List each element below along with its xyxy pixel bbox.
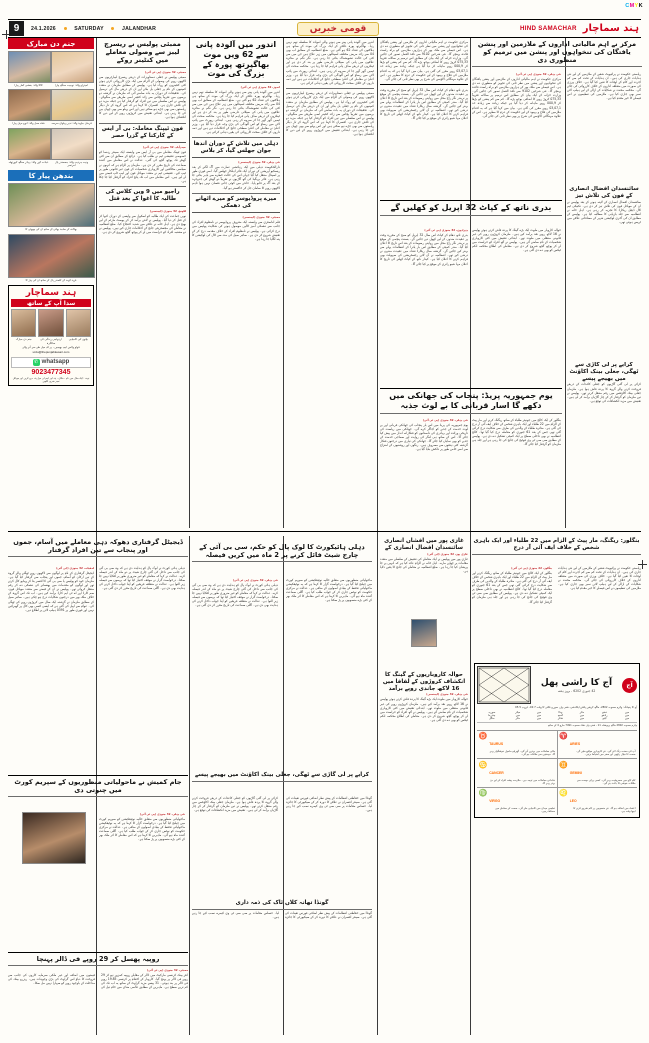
- headline-rule: [192, 212, 280, 213]
- masthead-brand: [520, 23, 641, 34]
- gemini-icon: ♊: [559, 761, 568, 769]
- column-6c: [567, 362, 641, 526]
- article[interactable]: [380, 88, 468, 121]
- cell: کمبھ: [557, 714, 563, 718]
- ad-photo-row: [11, 309, 91, 337]
- article-dateline: نئی دہلی، 23 جنوری (ایجنسی): [238, 160, 280, 165]
- zodiac-name: ARIES: [569, 742, 581, 747]
- cell: مین: [536, 717, 542, 721]
- horoscope-title: آج کا راشی پھل: [540, 677, 613, 688]
- article-body: ریاستی حکومت نے پرائیویٹ شعبے کے ملازمین کے لیے نئی ہدایات جاری کی ہیں۔ ان ہدایات کے تحت کم سے کم اجرت اور کام کے اوقات کا تعین کیا گیا ہے۔ خلاف ورزی کی صورت میں متعلقہ اداروں کے خلاف کارروائی کی جائے گی۔ محکمہ محنت نے شکایات کے ازالے کے لیے ہیلپ لائن نمبر بھی جاری کیا ہے۔ ملازمین کی تنظیموں نے اس فیصلے کا خیر مقدم کیا ہے۔: [558, 566, 641, 591]
- article-headline: اندور میں آلودہ پانی سے 26 ویں موت بھاگیرتھ پورہ کے بزرگ کی موت: [195, 40, 277, 79]
- article-headline: میرے پروڈیوسر کو میرے اٹھانے کی دھمکی: [195, 196, 277, 209]
- ghazipur-article[interactable]: [380, 538, 468, 649]
- article-headline: غازی پور میں افشاں انصاری سائنسدان افضال انصاری کے: [384, 538, 464, 551]
- article-body: مرکزی حکومت نے اہم مالیاتی اداروں کے ملازمین اور پنشن یافتگان کی تنخواہوں اور پنشن میں نظر ثانی کی تجویز کو منظوری دے دی ہے۔ اس فیصلے سے ملک بھر کے ہزاروں ملازمین کو براہ راست فائدہ پہنچے گا۔ نئی شرحیں 2019 سے نافذ العمل تصور کی جائیں گی۔ وزارت خزانہ کے ایک بیان کے مطابق اس ترمیم پر سالانہ تقریباً 33,570 کروڑ روپے کا اضافی بوجھ پڑے گا۔ کم سے کم پنشن کو بڑھا کر 9,000 روپے ماہانہ کر دیا گیا ہے جبکہ زیادہ سے زیادہ حد 1,70,30 روپے مقرر کی گئی ہے۔ بیان میں کہا گیا ہے کہ یہ اقدام ملازمین کی فلاح و بہبود کے لیے حکومت کے عزم کا مظہر ہے۔ اس کے علاوہ مہنگائی الاؤنس کی شرح پر بھی نظر ثانی کی جائے گی۔: [380, 40, 468, 81]
- article[interactable]: [286, 40, 374, 85]
- zodiac-text: کام کاج میں مصروفیت رہے گی۔ کسی پرانے دوست سے ملاقات خوشی کا باعث بنے گی۔: [577, 778, 636, 785]
- zodiac-name: LEO: [569, 799, 577, 804]
- column-l9: [99, 812, 185, 942]
- headline-rule-top: [380, 388, 562, 389]
- article-headline: دہلی ہائیکورٹ کا لوک پال کو حکم، سی بی آئی کے چارج شیٹ فائل کرنے پر 2 ماہ میں کریں فیصلہ: [199, 543, 365, 560]
- article-headline: گونڈا تھانہ کلاں ٹاک کی ذمہ داری: [235, 900, 329, 906]
- article-body: حوالہ کاروبار میں ملوث ایک بڑے گینگ کا پردہ فاش کرتے ہوئے پولیس نے 61 لاکھ روپے نقد برآمد کیے ہیں۔ ملزمان کروڑوں روپے کی غیر قانونی منتقلی میں ملوث تھے۔ ابتدائی تفتیش میں کئی کاروباری شخصیات کے نام سامنے آئے ہیں۔ پولیس نے آٹھ افراد کو حراست میں لے کر پوچھ گچھ شروع کر دی ہے۔ معاملے کی اطلاع محکمہ انکم ٹیکس کو بھی دے دی گئی ہے۔: [472, 228, 561, 253]
- article-divider: [99, 123, 186, 124]
- article-body: غازی پور میں پولیس نے ایک معاملے کی تفتیش کے سلسلے میں متعدد مقامات پر چھاپے مارے۔ اہل خانہ نے الزام عائد کیا ہے کہ انہیں بے جا پریشان کیا جا رہا ہے۔ ضلع انتظامیہ نے معاملے کی جانچ کا یقین دلایا ہے۔: [380, 556, 468, 573]
- rupee-article[interactable]: [8, 952, 188, 989]
- headline-rule: [472, 554, 641, 555]
- taurus-icon: ♉: [478, 733, 488, 741]
- article-body: ممبئی پولیس نے جعلی دستاویزات کے ذریعے ریسرچ لیبارٹریوں سے لاکھوں روپے کی وصولی کے الزام میں ایک بڑی کارروائی کرتے ہوئے کئی کنٹینروں کو روک لیا ہے۔ پولیس کے مطابق ملزمان نے متعدد کمپنیوں کے نام پر جعلی بل بنائے اور ان کے ذریعے مال کی ترسیل کی۔ تحقیقات کے دوران یہ بات سامنے آئی کہ ملزمان نے گزشتہ دو برسوں میں تقریباً پچاس سے زائد کنٹینر اسی طریقے سے منگوائے۔ پولیس نے اس سلسلے میں تین افراد کو گرفتار کیا ہے جبکہ مزید دو کی تلاش جاری ہے۔ افسران کا کہنا ہے کہ اس گروہ کے تار دیگر ریاستوں سے بھی جڑے ہو سکتے ہیں اور اس پہلو سے بھی چھان بین کی جا رہی ہے۔ ابتدائی تفتیش میں کروڑوں روپے کے لین دین کا انکشاف ہوا ہے۔: [286, 91, 374, 137]
- article-body: بنگلور کے ایک کالج میں جونیئر طلباء کے ساتھ ریگنگ کرنے اور مار پیٹ کے الزام میں 22 طلباء اور ایک باہری شخص کے خلاف ایف آئی آر درج کی گئی ہے۔ متاثرہ طلباء کے والدین کی طرف سے شکایت درج کرائی گئی تھی جس کے بعد 16 جنوری کو معاملہ درج کیا گیا تھا۔ کالج انتظامیہ نے بھی داخلی سطح پر ایک کمیٹی تشکیل دے دی ہے۔ پولیس کے مطابق سی سی ٹی وی فوٹیج کی جانچ کی جا رہی ہے اور جلد ہی ملزمان کو گرفتار کیا جائے گا۔: [472, 418, 561, 447]
- article-headline: ڈیجیٹل گرفتاری دھوکہ دہی معاملے میں آسام، جموں اور پنجاب سے تین افراد گرفتار: [13, 538, 183, 555]
- article-headline: فون ٹیپنگ معاملہ: بی آر ایس کے کارکنا کے گزرا حصر: [101, 126, 184, 139]
- baby-photo: [51, 51, 94, 83]
- cell: مین: [536, 714, 542, 718]
- article[interactable]: [380, 40, 468, 81]
- whatsapp-icon: ✆: [34, 359, 39, 366]
- article-body: ڈیجیٹل گرفتاری کے نام پر لوگوں سے لاکھوں روپے ٹھگنے والے گروہ کے تین ارکان کو آسام، جموں اور پنجاب سے گرفتار کیا گیا ہے۔ ملزمان خود کو پولیس یا سی بی آئی کا افسر بتا کر ویڈیو کال کرتے تھے اور لوگوں کو مقدمات میں پھنسانے کی دھمکی دے کر رقم منتقل کرواتے تھے۔ پولیس نے ان کے قبضے سے متعدد موبائل فون، سم کارڈ اور اے ٹی ایم کارڈ برآمد کیے ہیں۔ اب تک اس گروہ کے خلاف ملک بھر میں درجنوں شکایات درج ہو چکی ہیں۔ سائبر سیل کے مطابق ملزمان نے گزشتہ ایک سال میں کروڑوں روپے کی ٹھگی کی۔ عوام سے اپیل کی گئی ہے کہ ایسی کسی بھی کال پر گھبرائیں نہیں اور فوری طور پر 1930 ہیلپ لائن پر اطلاع دیں۔: [8, 571, 94, 612]
- article-photo: [411, 619, 437, 647]
- column-l3: [192, 578, 278, 768]
- cmyk-k: K: [638, 3, 643, 9]
- virgo-icon: ♍: [478, 790, 488, 798]
- cell: دھنو: [602, 711, 607, 715]
- couple-caption: فرید کوٹ کے کلمندر پال کے ساتھ ان کی پیار کا: [25, 278, 77, 282]
- article-dateline: دہرادون، 23 جنوری (پی ٹی آئی): [424, 228, 468, 232]
- zodiac-row: [477, 787, 637, 816]
- article-body: بدری ناتھ دھام کے کپاٹ اس سال 23 اپریل کو صبح کے مقررہ وقت پر عقیدت مندوں کے لیے کھول دیے جائیں گے۔ بسنت پنچمی کے موقع پر نریندر نگر راج محل میں روایتی رسومات کے بعد اس تاریخ کا اعلان کیا گیا۔ مندر کمیٹی کے مطابق اس بار یاترا کے انتظامات پہلے سے بہتر کیے جائیں گے۔ گزشتہ سال ریکارڈ تعداد میں عقیدت مندوں نے درشن کیے تھے۔ انتظامیہ نے آن لائن رجسٹریشن کی سہولت بھی فراہم کرنے کا اعلان کیا ہے۔ کیدار ناتھ کے کپاٹ کھلنے کی تاریخ کا اعلان مہا شیو راتری کے موقع پر کیا جائے گا۔: [380, 233, 468, 266]
- article-body: دہلی ہائی کورٹ نے لوک پال کو ہدایت دی ہے کہ وہ سی بی آئی کی جانب سے داخل کی گئی چارج شیٹ پر دو ماہ کے اندر فیصلہ کرے۔ عدالت نے کہا کہ معاملے کو غیر ضروری طور پر لٹکایا نہیں جا سکتا۔ درخواست گزار نے موقف اختیار کیا تھا کہ برسوں سے فیصلہ زیر التوا ہے۔ عدالت نے متعلقہ فریقین کو اپنا جواب داخل کرنے کی ہدایت بھی دی ہے۔ اگلی سماعت کی تاریخ مقرر کر دی گئی ہے۔: [192, 583, 278, 608]
- column-l8: [286, 796, 372, 896]
- edition-date: [31, 26, 156, 32]
- couple-photo-item: [8, 234, 94, 282]
- article-headline: سائنسدان افضال انصاری کے فون کی تلاش تیز: [569, 186, 639, 199]
- column-5: [472, 72, 561, 182]
- headline-rule: [192, 82, 280, 83]
- baby-photo: [51, 89, 94, 121]
- article-dateline: لکھنؤ، 23 جنوری (ایجنسی): [149, 208, 186, 213]
- leo-icon: ♌: [559, 790, 568, 798]
- column-rule: [283, 38, 284, 528]
- zodiac-cell-gemini[interactable]: [557, 759, 638, 787]
- article-body: ریاستی حکومت نے پرائیویٹ شعبے کے ملازمین کے لیے نئی ہدایات جاری کی ہیں۔ ان ہدایات کے تحت کم سے کم اجرت اور کام کے اوقات کا تعین کیا گیا ہے۔ خلاف ورزی کی صورت میں متعلقہ اداروں کے خلاف کارروائی کی جائے گی۔ محکمہ محنت نے شکایات کے ازالے کے لیے ہیلپ لائن نمبر بھی جاری کیا ہے۔ ملازمین کی تنظیموں نے اس فیصلے کا خیر مقدم کیا ہے۔: [567, 72, 641, 101]
- article-dateline: ممبئی، 23 جنوری (پی ٹی آئی): [144, 69, 186, 74]
- cell: سوریہ: [488, 711, 496, 715]
- table-row: [477, 717, 637, 720]
- zodiac-cell-virgo[interactable]: [477, 788, 557, 816]
- gonda-article[interactable]: [192, 900, 372, 919]
- whatsapp-number[interactable]: 9023477345: [31, 368, 71, 376]
- article-body: نویں جماعت کی ایک طالبہ کو اسکول سے واپسی کے دوران اغوا کر کے قتل کر دیا گیا۔ پولیس نے لاش برآمد کر کے پوسٹ مارٹم کے لیے بھیج دی ہے۔ اہل خانہ نے علاقے میں شدید احتجاج کیا۔ ضلع انتظامیہ نے معاملے کی مجسٹریٹی جانچ کے احکامات جاری کیے ہیں۔ پولیس نے دو مشتبہ افراد کو حراست میں لے کر پوچھ گچھ شروع کر دی ہے۔: [99, 213, 186, 234]
- zodiac-name: TAURUS: [489, 742, 504, 747]
- rental-fraud-article[interactable]: [192, 772, 372, 783]
- zodiac-row: [477, 758, 637, 787]
- article-body: ماحولیاتی منظوریوں سے متعلق حالیہ نوٹیفکیشن کو سپریم کورٹ میں چیلنج کیا گیا ہے۔ درخواست گزار کا کہنا ہے کہ یہ نوٹیفکیشن ماحولیاتی تحفظ کے بنیادی اصولوں کے منافی ہے۔ عدالت نے مرکزی حکومت کو نوٹس جاری کر کے جواب طلب کیا ہے۔ اگلی سماعت آئندہ ماہ ہو گی۔ ماہرین کا کہنا ہے کہ اس معاملے کا اثر ملک بھر کے کئی بڑے منصوبوں پر پڑ سکتا ہے۔: [286, 578, 372, 603]
- baby-caption: ونیت ہردیپ والد: جسمندر پال امرتسر: [54, 160, 89, 168]
- article-body: بنگلور کے ایک کالج میں جونیئر طلباء کے ساتھ ریگنگ کرنے اور مار پیٹ کے الزام میں 22 طلباء اور ایک باہری شخص کے خلاف ایف آئی آر درج کی گئی ہے۔ متاثرہ طلباء کے والدین کی طرف سے شکایت درج کرائی گئی تھی جس کے بعد 16 جنوری کو معاملہ درج کیا گیا تھا۔ کالج انتظامیہ نے بھی داخلی سطح پر ایک کمیٹی تشکیل دے دی ہے۔ پولیس کے مطابق سی سی ٹی وی فوٹیج کی جانچ کی جا رہی ہے اور جلد ہی ملزمان کو گرفتار کیا جائے گا۔: [472, 571, 552, 604]
- panchang-table: [477, 711, 637, 720]
- article-dateline: بنگلور، 22 جنوری (پی ٹی آئی): [511, 566, 552, 570]
- article-headline: یوم جمہوریہ پریڈ: پنجاب کی جھانکی میں دکھے گا اسار قربانی کا بے لوث جذبہ: [389, 391, 553, 410]
- article-headline: کرایے پر لی گاڑی سے ٹھگی، جعلی بینک اکاؤنٹ میں بھیجے پیسے: [195, 772, 369, 778]
- article[interactable]: [192, 141, 280, 190]
- cmyk-m: M: [629, 3, 635, 9]
- column-l7: [192, 796, 278, 896]
- section-divider: [8, 531, 641, 532]
- birthday-photo-item: [51, 89, 92, 125]
- article[interactable]: [192, 196, 280, 241]
- article-body: دارالحکومت دہلی میں ایک رہائشی عمارت میں آگ لگنے کے بعد ریسکیو آپریشن کے دوران ایک فائر اہلکار جھلس گیا۔ اسے فوری طور پر اسپتال منتقل کیا گیا جہاں اس کی حالت خطرے سے باہر بتائی جا رہی ہے۔ فائر بریگیڈ کی آٹھ گاڑیوں نے تقریباً دو گھنٹے کی جدوجہد کے بعد آگ پر قابو پایا۔ حادثے میں کوئی جانی نقصان نہیں ہوا تاہم لاکھوں روپے کا سامان جل کر خاکستر ہو گیا۔: [192, 165, 280, 190]
- date-text: 24.1.2026: [31, 25, 56, 32]
- birthday-photo-item: [8, 51, 49, 87]
- article-headline: کرایے پر لی گاڑی سے ٹھگی، جعلی بینک اکاؤنٹ میں بھیجے پیسے: [569, 362, 639, 382]
- headline-rule: [380, 413, 562, 414]
- cmyk-marks: [625, 3, 643, 9]
- ad-note: فوٹو واٹس ایپ بھیجیں ، پر ای میل طے سے آنے والے: [22, 345, 80, 350]
- horoscope-header: [477, 666, 637, 704]
- zodiac-cell-taurus[interactable]: [477, 731, 557, 759]
- headline-rule: [8, 796, 188, 797]
- cell: مکر: [579, 711, 585, 715]
- couple-photo: [8, 183, 95, 227]
- republic-day-article[interactable]: [380, 388, 562, 413]
- house-ad[interactable]: [8, 285, 94, 386]
- column-6b: [567, 186, 641, 356]
- article-dateline: نئی دہلی، 23 جنوری (پی ٹی آئی): [515, 72, 561, 76]
- column-rule: [96, 38, 97, 1035]
- panchang-footer: وکرم سموت 2082 ماگھ پرویشٹہ 11 ، شنی وار، شک سموت 1947 مارچ 4 کے ساتھ: [477, 722, 637, 727]
- headline-rule: [8, 965, 188, 966]
- article-divider: [192, 137, 280, 138]
- section-title: قومی خبریں: [297, 22, 380, 36]
- ad-photo-caption: بچوں کی کامیابی: [68, 337, 88, 342]
- column-l2: [99, 566, 185, 766]
- article-headline: روپیہ پھسل کر 92 روپے فی ڈالر پہنچا: [36, 955, 160, 963]
- column-rule: [565, 38, 566, 528]
- article-headline: راجیو میں 9 ویں کلاس کی طالبہ کا اغوا کے بعد قتل: [105, 189, 180, 203]
- zodiac-cell-leo[interactable]: [557, 788, 638, 816]
- headline-rule: [192, 909, 372, 910]
- zodiac-text: اعتماد میں اضافہ ہو گا۔ نئے منصوبوں پر کام شروع کرنے کا اچھا وقت ہے۔: [573, 807, 636, 814]
- article-dateline: غازی پور، 23 جنوری (این آئی): [427, 551, 468, 556]
- birthday-photo-grid: [8, 51, 94, 167]
- horoscope-box: [474, 663, 640, 818]
- zodiac-row: [477, 730, 637, 759]
- article-dateline: اندور، 23 جنوری (پی ٹی آئی): [240, 84, 280, 89]
- cell: رادھو: [601, 714, 608, 718]
- article-body: دہلی ہائی کورٹ نے لوک پال کو ہدایت دی ہے کہ وہ سی بی آئی کی جانب سے داخل کی گئی چارج شیٹ پر دو ماہ کے اندر فیصلہ کرے۔ عدالت نے کہا کہ معاملے کو غیر ضروری طور پر لٹکایا نہیں جا سکتا۔ درخواست گزار نے موقف اختیار کیا تھا کہ برسوں سے فیصلہ زیر التوا ہے۔ عدالت نے متعلقہ فریقین کو اپنا جواب داخل کرنے کی ہدایت بھی دی ہے۔ اگلی سماعت کی تاریخ مقرر کر دی گئی ہے۔: [99, 566, 185, 591]
- ad-email[interactable]: urdu@thepunjabkesari.com: [32, 349, 70, 354]
- left-rail: [8, 38, 94, 386]
- zodiac-name: CANCER: [489, 770, 504, 775]
- couple-photo-item: [8, 183, 94, 231]
- article-body: بدری ناتھ دھام کے کپاٹ اس سال 23 اپریل کو صبح کے مقررہ وقت پر عقیدت مندوں کے لیے کھول دیے جائیں گے۔ بسنت پنچمی کے موقع پر نریندر نگر راج محل میں روایتی رسومات کے بعد اس تاریخ کا اعلان کیا گیا۔ مندر کمیٹی کے مطابق اس بار یاترا کے انتظامات پہلے سے بہتر کیے جائیں گے۔ گزشتہ سال ریکارڈ تعداد میں عقیدت مندوں نے درشن کیے تھے۔ انتظامیہ نے آن لائن رجسٹریشن کی سہولت بھی فراہم کرنے کا اعلان کیا ہے۔ کیدار ناتھ کے کپاٹ کھلنے کی تاریخ کا اعلان مہا شیو راتری کے موقع پر کیا جائے گا۔: [380, 87, 468, 121]
- article-photo: [22, 812, 86, 864]
- column-l1: [8, 566, 94, 766]
- article-body: ممبئی پولیس نے جعلی دستاویزات کے ذریعے ریسرچ لیبارٹریوں سے لاکھوں روپے کی وصولی کے الزام میں ایک بڑی کارروائی کرتے ہوئے کئی کنٹینروں کو روک لیا ہے۔ پولیس کے مطابق ملزمان نے متعدد کمپنیوں کے نام پر جعلی بل بنائے اور ان کے ذریعے مال کی ترسیل کی۔ تحقیقات کے دوران یہ بات سامنے آئی کہ ملزمان نے گزشتہ دو برسوں میں تقریباً پچاس سے زائد کنٹینر اسی طریقے سے منگوائے۔ پولیس نے اس سلسلے میں تین افراد کو گرفتار کیا ہے جبکہ مزید دو کی تلاش جاری ہے۔ افسران کا کہنا ہے کہ اس گروہ کے تار دیگر ریاستوں سے بھی جڑے ہو سکتے ہیں اور اس پہلو سے بھی چھان بین کی جا رہی ہے۔ ابتدائی تفتیش میں کروڑوں روپے کے لین دین کا انکشاف ہوا ہے۔: [99, 74, 186, 120]
- birthday-banner: جنم دن مبارک: [8, 38, 94, 49]
- aaj-badge: آج: [622, 678, 637, 693]
- column-l6: [558, 566, 641, 648]
- baby-photo: [8, 51, 51, 83]
- column-rule: [189, 38, 190, 528]
- whatsapp-label: whatsapp: [41, 359, 70, 366]
- column-l5: [472, 566, 552, 648]
- column-4b: [380, 228, 468, 378]
- day-text: SATURDAY: [74, 25, 104, 32]
- masthead: [8, 19, 641, 38]
- column-rule: [377, 38, 378, 1035]
- headline-rule-top: [8, 952, 188, 953]
- headline-rule: [192, 561, 372, 562]
- article-body: سائنسدان افضال انصاری کے لاپتہ ہونے کے بعد پولیس نے ان کے موبائل فون کی تلاش تیز کر دی ہے۔ تکنیکی ٹیم کال ڈیٹیل ریکارڈ کا تجزیہ کر رہی ہے۔ اہل خانہ نے انتظامیہ سے جلد بازیابی کا مطالبہ کیا ہے۔ پولیس کے مطابق ان کی آخری لوکیشن شہر کے مضافاتی علاقے میں ٹریس ہوئی تھی۔: [567, 199, 641, 225]
- baby-caption: عبادت کور والد: بہادر سنگھ کپورتھلہ: [8, 160, 49, 164]
- article-dateline: نئی دہلی، 23 جنوری (ایجنسی): [426, 692, 468, 697]
- article-body: گونڈا میں حفاظتی انتظامات کے پیش نظر اضافی فورس تعینات کی گئی ہے۔ سینئر افسران نے علاقے کا دورہ کر کے سیکیورٹی کا جائزہ لیا۔ حساس مقامات پر سی سی ٹی وی کیمرے نصب کیے جا رہے ہیں۔: [286, 796, 372, 813]
- article-body: فلم انڈسٹری سے وابستہ ایک معروف پروڈیوسر نے نامعلوم افراد کی جانب سے دھمکی آمیز کالیں موصول ہونے کی شکایت پولیس میں درج کرائی ہے۔ پولیس نے نامعلوم افراد کے خلاف مقدمہ درج کر کے تفتیش شروع کر دی ہے۔ سائبر سیل کی مدد سے کال کی لوکیشن کا پتہ لگایا جا رہا ہے۔: [192, 220, 280, 241]
- ad-photo-caption: جنم دن مبارک: [15, 337, 32, 342]
- birthday-photo-item: [8, 89, 49, 125]
- article-dateline: ممبئی، 23 جنوری (ایجنسی): [242, 215, 280, 220]
- couple-caption: بھاکٹ کے ساجد بھائی کے ساتھ ان کی چھوٹی کا: [25, 228, 77, 232]
- article-headline: بنگلور: ریگنگ، مار پیٹ کے الزام میں 22 طلباء اور ایک باہری شخص کے خلاف ایف آئی آر درج: [473, 538, 640, 551]
- panchang-intro: آج کا پنچانگ: وکرم سموت 2082، ماگھ کرشن پکش ایکادشی، شنی وار، سورج نکلنے کا وقت 7:20، غروب 5:50: [515, 706, 637, 709]
- birthday-photo-item: [8, 128, 49, 168]
- article-headline: حوالہ کاروباریوں کے گینگ کا انکشاف کروڑوں کے لفافا میں 61 لاکھ جاندی روپے برآمد: [382, 672, 466, 692]
- bangalore-article[interactable]: [472, 538, 641, 556]
- cell: مین: [625, 711, 630, 715]
- article-headline: بدری ناتھ کے کپاٹ 23 اپریل کو کھلیں گے: [390, 203, 552, 212]
- article-body: گونڈا میں حفاظتی انتظامات کے پیش نظر اضافی فورس تعینات کی گئی ہے۔ سینئر افسران نے علاقے کا دورہ کر کے سیکیورٹی کا جائزہ لیا۔ حساس مقامات پر سی سی ٹی وی کیمرے نصب کیے جا رہے ہیں۔: [192, 911, 372, 920]
- headline-rule: [380, 215, 562, 216]
- city-text: JALANDHAR: [121, 25, 157, 32]
- article-body: کرائے پر لی گئی گاڑیوں کو جعلی کاغذات کے ذریعے فروخت کرنے والے گروہ کا پردہ فاش ہوا ہے۔ ملزمان جعلی بینک اکاؤنٹس میں رقم منتقل کرتے تھے۔ پولیس نے تین ملزمان کو گرفتار کر کے چار گاڑیاں برآمد کر لی ہیں۔ تفتیش میں مزید انکشافات کی توقع ہے۔: [567, 382, 641, 403]
- digital-arrest-article[interactable]: [8, 538, 188, 557]
- kundli-chart: [477, 666, 531, 704]
- ad-photo: [38, 309, 63, 337]
- article-body: اندور میں آلودہ پانی پینے سے ہونے والی اموات کا سلسلہ تھم نہیں رہا۔ بھاگیرتھ پورہ علاقے کے ایک بزرگ کی موت کے ساتھ ہی ہلاکتوں کی تعداد 26 ہو گئی ہے۔ ضلع انتظامیہ کے مطابق اب بھی 40 سے زائد مریض مختلف اسپتالوں میں زیر علاج ہیں جن میں سے کئی کی حالت تشویشناک بتائی جا رہی ہے۔ نگر نگم نے متاثرہ علاقوں میں پانی کی سپلائی عارضی طور پر بند کر دی ہے اور ٹینکروں کے ذریعے صاف پانی فراہم کیا جا رہا ہے۔ محکمہ صحت کی ٹیمیں گھر گھر جا کر سروے کر رہی ہیں۔ ابتدائی رپورٹ میں پائپ لائن میں رساؤ کو اس آلودگی کی بڑی وجہ قرار دیا گیا ہے۔ وزیر اعلیٰ نے معاملے کی اعلیٰ سطحی جانچ کے احکامات دیے ہیں اور ذمہ داروں کے خلاف سخت کارروائی کی یقین دہانی کرائی ہے۔: [192, 89, 280, 135]
- cell: مین: [579, 714, 585, 718]
- headline-rule-top: [8, 775, 188, 776]
- cell: مین: [515, 714, 520, 718]
- article-headline: دہلی میں تلاش کے دوران اندھا جوان جھلس گیا، کر بلاس: [193, 140, 279, 154]
- baby-caption: فرحان جاوید والد: نذیر پہلوان سرسہ: [51, 122, 92, 126]
- article[interactable]: [286, 91, 374, 136]
- cell: مین: [579, 717, 585, 721]
- section-title-wrap: [156, 22, 520, 36]
- article[interactable]: [99, 126, 186, 183]
- article-divider: [380, 84, 468, 85]
- cmyk-c: C: [625, 3, 630, 9]
- column-6: [567, 72, 641, 182]
- brand-name-ur: ہند سماچار: [582, 23, 639, 34]
- headline-rule: [472, 66, 642, 67]
- zodiac-text: آپ کی محنت رنگ لائے گی۔ نئے کاروباری مواقع ملیں گے۔ صحت کا خیال رکھیں اور سفر میں احتیاط برتیں۔: [575, 750, 636, 757]
- column-rule: [283, 536, 284, 1035]
- cell: چندرما: [488, 714, 496, 718]
- separator-dot-icon-2: [111, 27, 114, 30]
- baby-photo: [8, 128, 51, 160]
- separator-dot-icon: [64, 27, 67, 30]
- ad-photo-caption: ازدواجی زندگی کی سالگرہ: [40, 337, 62, 345]
- column-5c: [472, 418, 561, 526]
- article-dateline: نئی دہلی، 23 جنوری (پی ٹی آئی): [422, 418, 468, 422]
- anniversary-banner: بندھن پیار کا: [8, 170, 94, 181]
- brand-name-en: HIND SAMACHAR: [519, 25, 577, 32]
- ad-logo: ہند سماچار: [25, 288, 77, 299]
- column-rule: [189, 536, 190, 1035]
- headline-rule: [192, 157, 280, 158]
- kundli-svg: [478, 667, 530, 703]
- whatsapp-row[interactable]: [11, 357, 91, 368]
- article-divider: [192, 193, 280, 194]
- cell: مین: [625, 717, 630, 721]
- zodiac-name: GEMINI: [569, 770, 582, 775]
- couple-photo: [8, 234, 95, 278]
- headline-rule-top: [380, 200, 562, 201]
- headline-rule: [99, 142, 186, 143]
- column-5b: [472, 228, 561, 378]
- cell: ونڈا: [558, 711, 563, 715]
- article-body: انٹر بینک کرنسی مارکیٹ میں ڈالر کے مقابلے روپیہ کمزور ہو کر 92 روپے فی ڈالر پر پہنچ گیا۔ کاروبار کے اختتام پر کرنسی 58.91 روپے فی ڈالر پر بند ہوئی۔ 13 پیسے مزید گراوٹ کے ساتھ یہ اب تک کی کم ترین سطح ہے۔ ماہرین کے مطابق عالمی منڈی میں خام تیل کی قیمتوں میں اضافہ اور غیر ملکی سرمایہ کاروں کی جانب سے فروخت کا دباؤ اس گراوٹ کی بڑی وجوہات ہیں۔ ریزرو بینک کی مداخلت کے باوجود روپے کو سہارا نہیں مل سکا۔: [8, 972, 188, 989]
- zodiac-text: مالی معاملات میں بہتری آئے گی۔ گھریلو ماحول خوشگوار رہے گا۔ دوستوں سے ملاقات ہو گی۔: [489, 750, 555, 757]
- ad-footer-note: نوٹ : ایک سال میں نام ، مکان ، پتہ اور اہم ای میل پتہ درج کریں اور موبائل نمبر ضرور لکھیں: [12, 376, 90, 383]
- article[interactable]: [192, 40, 280, 134]
- environment-article[interactable]: [8, 775, 188, 797]
- headline-rule: [192, 781, 372, 782]
- zodiac-cell-aries[interactable]: [557, 731, 638, 759]
- article-overline: [192, 538, 372, 542]
- article-body: فون ٹیپنگ معاملے میں بی آر ایس سے وابستہ ایک سینئر رہنما کو خصوصی تفتیشی ٹیم نے طلب کیا ہے۔ ذرائع کے مطابق ان سے کئی گھنٹے تک پوچھ گچھ کی گئی۔ عدالت نے اس معاملے میں آئندہ سماعت کی تاریخ مقرر کر دی ہے۔ ملزمان پر الزام ہے کہ انہوں نے سیاسی مخالفین اور کاروباری شخصیات کے فون غیر قانونی طور پر ٹیپ کیے۔ تفتیشی ٹیم نے متعدد موبائل فون اور لیپ ٹاپ قبضے میں لے لیے ہیں۔ اس معاملے میں اب تک پانچ افراد کو گرفتار کیا جا چکا ہے۔: [99, 150, 186, 183]
- article-body: مرکزی حکومت نے اہم مالیاتی اداروں کے ملازمین اور پنشن یافتگان کی تنخواہوں اور پنشن میں نظر ثانی کی تجویز کو منظوری دے دی ہے۔ اس فیصلے سے ملک بھر کے ہزاروں ملازمین کو براہ راست فائدہ پہنچے گا۔ نئی شرحیں 2019 سے نافذ العمل تصور کی جائیں گی۔ وزارت خزانہ کے ایک بیان کے مطابق اس ترمیم پر سالانہ تقریباً 33,570 کروڑ روپے کا اضافی بوجھ پڑے گا۔ کم سے کم پنشن کو بڑھا کر 9,000 روپے ماہانہ کر دیا گیا ہے جبکہ زیادہ سے زیادہ حد 1,70,30 روپے مقرر کی گئی ہے۔ بیان میں کہا گیا ہے کہ یہ اقدام ملازمین کی فلاح و بہبود کے لیے حکومت کے عزم کا مظہر ہے۔ اس کے علاوہ مہنگائی الاؤنس کی شرح پر بھی نظر ثانی کی جائے گی۔: [472, 77, 561, 118]
- cell: مین: [536, 711, 542, 715]
- badrinath-article[interactable]: [380, 200, 562, 215]
- column-2: [192, 40, 280, 528]
- column-l4: [286, 578, 372, 768]
- article-body: اندور میں آلودہ پانی پینے سے ہونے والی اموات کا سلسلہ تھم نہیں رہا۔ بھاگیرتھ پورہ علاقے کے ایک بزرگ کی موت کے ساتھ ہی ہلاکتوں کی تعداد 26 ہو گئی ہے۔ ضلع انتظامیہ کے مطابق اب بھی 40 سے زائد مریض مختلف اسپتالوں میں زیر علاج ہیں جن میں سے کئی کی حالت تشویشناک بتائی جا رہی ہے۔ نگر نگم نے متاثرہ علاقوں میں پانی کی سپلائی عارضی طور پر بند کر دی ہے اور ٹینکروں کے ذریعے صاف پانی فراہم کیا جا رہا ہے۔ محکمہ صحت کی ٹیمیں گھر گھر جا کر سروے کر رہی ہیں۔ ابتدائی رپورٹ میں پائپ لائن میں رساؤ کو اس آلودگی کی بڑی وجہ قرار دیا گیا ہے۔ وزیر اعلیٰ نے معاملے کی اعلیٰ سطحی جانچ کے احکامات دیے ہیں اور ذمہ داروں کے خلاف سخت کارروائی کی یقین دہانی کرائی ہے۔: [286, 40, 374, 85]
- column-4c: [380, 418, 468, 526]
- article-dateline: نئی دہلی، 23 جنوری (پی ٹی آئی): [139, 812, 185, 816]
- zodiac-text: تعلیمی میدان میں کامیابی ملے گی۔ صحت کے معاملے میں محتاط رہیں۔: [495, 807, 555, 814]
- aries-icon: ♈: [559, 733, 568, 741]
- article-headline: ممبئی پولیس نے ریسرچ لیبز سے وصولی معاملے میں کنٹینر روکے: [104, 40, 181, 65]
- baby-caption: کاکا والد: بخشی کمار پیارا: [14, 84, 43, 87]
- article-body: حوالہ کاروبار میں ملوث ایک بڑے گینگ کا پردہ فاش کرتے ہوئے پولیس نے 61 لاکھ روپے نقد برآمد کیے ہیں۔ ملزمان کروڑوں روپے کی غیر قانونی منتقلی میں ملوث تھے۔ ابتدائی تفتیش میں کئی کاروباری شخصیات کے نام سامنے آئے ہیں۔ پولیس نے آٹھ افراد کو حراست میں لے کر پوچھ گچھ شروع کر دی ہے۔ معاملے کی اطلاع محکمہ انکم ٹیکس کو بھی دے دی گئی ہے۔: [380, 697, 468, 722]
- article-dateline: ممبئی، 23 جنوری (پی ٹی آئی): [146, 967, 188, 972]
- article-divider: [286, 88, 374, 89]
- baby-caption: امیتراج والد: نوجیت سنگھ پیارا: [54, 84, 89, 87]
- column-rule: [470, 38, 471, 1035]
- article[interactable]: [99, 189, 186, 234]
- ad-tagline: سدا آپ کے ساتھ: [11, 299, 91, 307]
- article-headline: جام کمیش نے ماحولیاتی منظوریوں کے سپریم کورٹ میں چنوتی دی: [14, 778, 182, 795]
- ad-photo: [66, 309, 91, 337]
- cell: مین: [625, 714, 630, 718]
- zodiac-text: خاندانی معاملات میں توجہ دیں۔ ملازمت پیشہ افراد کے لیے دن بہتر رہے گا۔: [489, 778, 555, 785]
- article-dateline: نئی دہلی، 23 جنوری (پی ٹی آئی): [232, 578, 278, 582]
- article[interactable]: [99, 40, 186, 120]
- article-dateline: لدھیانہ، 23 جنوری (این آئی): [56, 566, 94, 570]
- birthday-photo-item: [51, 51, 92, 87]
- article-dateline: حیدرآباد، 23 جنوری (پی ٹی آئی): [142, 145, 186, 150]
- article-body: کرائے پر لی گئی گاڑیوں کو جعلی کاغذات کے ذریعے فروخت کرنے والے گروہ کا پردہ فاش ہوا ہے۔ ملزمان جعلی بینک اکاؤنٹس میں رقم منتقل کرتے تھے۔ پولیس نے تین ملزمان کو گرفتار کر کے چار گاڑیاں برآمد کر لی ہیں۔ تفتیش میں مزید انکشافات کی توقع ہے۔: [192, 796, 278, 813]
- baby-photo: [8, 89, 51, 121]
- cell: مکر: [515, 717, 520, 721]
- lead-article-top[interactable]: [472, 40, 642, 69]
- hawala-article[interactable]: [380, 672, 468, 722]
- headline-rule: [99, 206, 186, 207]
- column-1: [99, 40, 186, 528]
- horoscope-date: 24 جنوری 2026 ، بروز ہفتہ: [557, 688, 596, 693]
- cell: میکر: [515, 711, 521, 715]
- article-body: ماحولیاتی منظوریوں سے متعلق حالیہ نوٹیفکیشن کو سپریم کورٹ میں چیلنج کیا گیا ہے۔ درخواست گزار کا کہنا ہے کہ یہ نوٹیفکیشن ماحولیاتی تحفظ کے بنیادی اصولوں کے منافی ہے۔ عدالت نے مرکزی حکومت کو نوٹس جاری کر کے جواب طلب کیا ہے۔ اگلی سماعت آئندہ ماہ ہو گی۔ ماہرین کا کہنا ہے کہ اس معاملے کا اثر ملک بھر کے کئی بڑے منصوبوں پر پڑ سکتا ہے۔: [99, 817, 185, 842]
- article-body: یوم جمہوریہ کی پریڈ میں اس بار پنجاب کی جھانکی قربانی اور بے لوث خدمت کے جذبے کو اجاگر کرے گی۔ جھانکی میں ریاست کی تاریخی وراثت اور بہادری کی داستانوں کو فنکارانہ انداز میں پیش کیا جائے گا۔ اس کے ساتھ ہی لنگر کی روایت اور سماجی خدمت کے جذبے کو بھی نمایاں کیا جائے گا۔ جھانکی کی تیاری میں درجنوں فنکار گزشتہ کئی ہفتوں سے مصروف ہیں۔ رنگوں اور روشنیوں کے امتزاج سے اسے خاص طور پر دلکش بنایا گیا ہے۔: [380, 423, 468, 452]
- headline-rule: [99, 67, 186, 68]
- article-divider: [99, 186, 186, 187]
- cell: منگل: [488, 717, 495, 721]
- delhi-hc-article[interactable]: [192, 538, 372, 562]
- zodiac-cell-cancer[interactable]: [477, 759, 557, 787]
- cmyk-y: Y: [634, 3, 639, 9]
- horoscope-section[interactable]: [474, 660, 640, 818]
- ad-photo: [11, 309, 36, 337]
- cell: کیتو: [602, 717, 607, 721]
- cancer-icon: ♋: [478, 761, 488, 769]
- lead-headline: مرکز نے اہم مالیاتی اداروں کے ملازمین اور پنشن یافتگان کی تنخواہوں اور پنشن میں ترمیم کو منظوری دی: [477, 40, 637, 65]
- cell: شکر: [557, 717, 563, 721]
- page-number: 9: [9, 21, 24, 36]
- column-3: [286, 40, 374, 528]
- baby-caption: شاہ محل والد: انوج مہل پیارا: [12, 122, 45, 126]
- baby-photo: [51, 128, 94, 160]
- headline-rule: [8, 556, 188, 557]
- birthday-photo-item: [51, 128, 92, 168]
- zodiac-name: VIRGO: [489, 799, 501, 804]
